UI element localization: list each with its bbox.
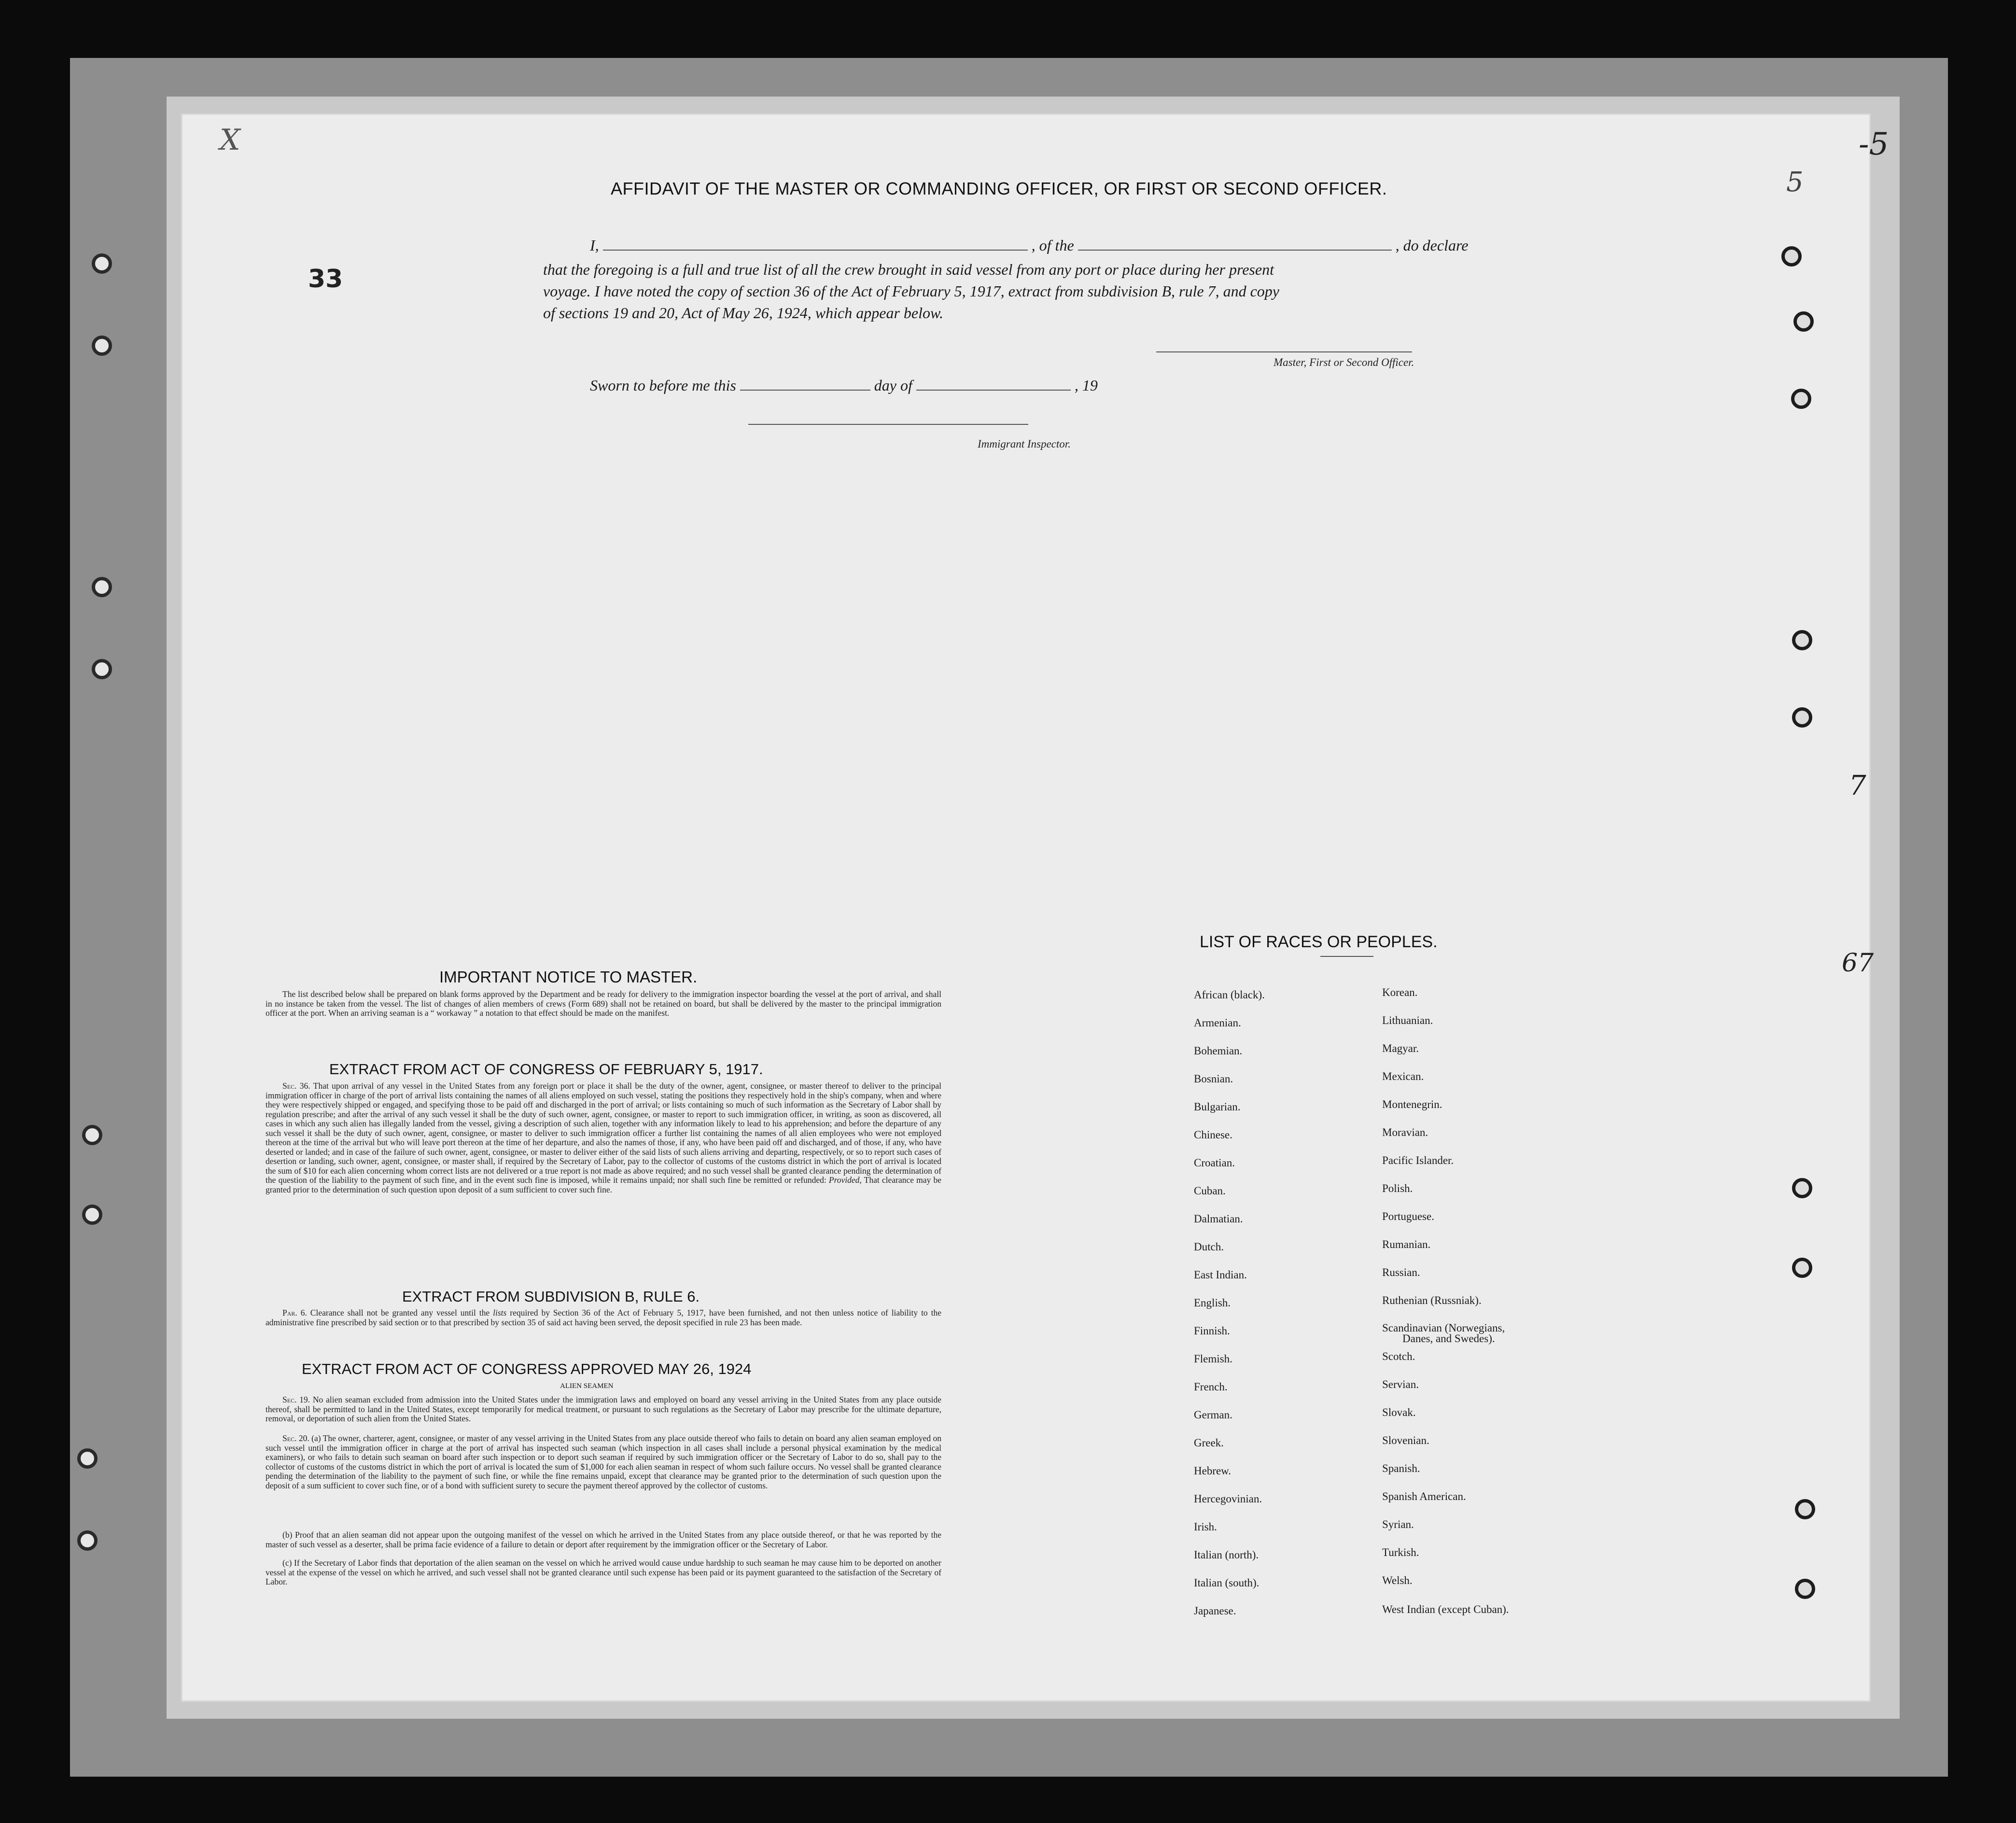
race-item: Korean. (1382, 986, 1418, 998)
race-item: Scotch. (1382, 1350, 1415, 1362)
rule-text-end: required by Section 36 of the Act of February 5, 1917, have been furnished, and not then unless notice of liability to the administrative fine prescribed by said section or to that prescribed by section 35 of said act having been served, the deposit specified in rule 23 has been made. (266, 1308, 942, 1327)
section-text: (a) The owner, charterer, agent, consignee, or master of any vessel arriving in the United States from any place outside thereof who fails to detain on board any alien seaman employed on such vessel until the immigration officer in charge at the port of arrival has inspected such seaman (which inspection in all cases shall include a personal physical examination by the medical examiners), or who fails to detain such seaman on board after such inspection or to deport such seaman if required by such immigration officer or the Secretary of Labor to do so, shall pay to the collector of customs of the customs district in which the port of arrival is located the sum of $1,000 for each alien seaman in respect of whom such failure occurs. No vessel shall be granted clearance pending the determination of the liability to the payment of such fine, or while the fine remains unpaid, except that clearance may be granted prior to the determination of such question upon the deposit of a sum sufficient to cover such fine, or of a bond with sufficient surety to secure the payment thereof approved by the collector of customs. (266, 1433, 941, 1490)
race-item: Montenegrin. (1382, 1098, 1442, 1110)
race-item: Polish. (1382, 1182, 1413, 1194)
rule-6-text (266, 1308, 941, 1327)
rule-text: Clearance shall not be granted any vessel until the (310, 1308, 493, 1318)
i-label: I, (590, 237, 599, 254)
race-item: Rumanian. (1382, 1238, 1431, 1250)
race-item: Magyar. (1382, 1042, 1419, 1054)
race-item: Mexican. (1382, 1070, 1424, 1082)
race-item: Dutch. (1194, 1241, 1224, 1253)
race-item: African (black). (1194, 989, 1265, 1001)
race-item: Chinese. (1194, 1129, 1232, 1141)
master-signature-line[interactable] (1156, 351, 1412, 352)
race-item: Moravian. (1382, 1126, 1428, 1138)
affidavit-text-line: voyage. I have noted the copy of section 36 of the Act of February 5, 1917, extract from subdivision B, rule 7, and copy (543, 282, 1279, 300)
section-label: Sec. 19. (282, 1395, 310, 1404)
sec-20b-text: (b) Proof that an alien seaman did not appear upon the outgoing manifest of the vessel on which he arrived in the United States from any place outside thereof, or that he was reported by the master of such vessel as a deserter, shall be prima facie evidence of a failure to detain or deport after requirement by the immigration officer or the Secretary of Labor. (266, 1530, 941, 1549)
notice-text: The list described below shall be prepared on blank forms approved by the Department and be ready for delivery to the immigration inspector boarding the vessel at the port of arrival, and shall in no instance be taken from the vessel. The list of changes of alien members of crews (Form 689) shall not be retained on board, but shall be delivered by the master to the principal immigration officer at the port. When an arriving seaman is a “ workaway ” a notation to that effect should be made on the manifest. (266, 989, 941, 1018)
binder-hole-icon (77, 1448, 98, 1469)
day-of-label: day of (874, 377, 912, 394)
race-item: Italian (south). (1194, 1577, 1260, 1589)
race-item: English. (1194, 1297, 1231, 1309)
margin-mark: X (220, 123, 240, 157)
race-item: Irish. (1194, 1521, 1217, 1533)
race-item: Lithuanian. (1382, 1014, 1433, 1026)
sec-20a-text (266, 1434, 941, 1490)
race-item: Bulgarian. (1194, 1101, 1241, 1113)
binder-hole-icon (1795, 1579, 1815, 1599)
rule-6-title: EXTRACT FROM SUBDIVISION B, RULE 6. (402, 1288, 700, 1305)
binder-hole-icon (92, 577, 112, 597)
binder-hole-icon (92, 253, 112, 274)
race-item: Pacific Islander. (1382, 1154, 1454, 1166)
race-item: Spanish American. (1382, 1490, 1466, 1502)
margin-number: 33 (308, 265, 343, 294)
races-title: LIST OF RACES OR PEOPLES. (1200, 933, 1438, 951)
inspector-signature-line[interactable] (748, 424, 1028, 425)
race-item: Welsh. (1382, 1574, 1413, 1586)
sworn-month-field[interactable] (916, 389, 1071, 391)
proviso-word: Provided, (828, 1175, 862, 1185)
binder-hole-icon (1791, 389, 1811, 409)
race-item: Hebrew. (1194, 1465, 1232, 1477)
race-item: Scandinavian (Norwegians, (1382, 1322, 1505, 1334)
race-item: Hercegovinian. (1194, 1493, 1262, 1505)
race-item: Bosnian. (1194, 1073, 1233, 1085)
race-item: Russian. (1382, 1266, 1420, 1278)
name-field[interactable] (603, 249, 1028, 251)
binder-hole-icon (92, 659, 112, 679)
sworn-label: Sworn to before me this (590, 377, 736, 394)
binder-hole-icon (82, 1205, 102, 1225)
declaration-line (590, 237, 1468, 254)
binder-hole-icon (77, 1530, 98, 1551)
race-item: Slovenian. (1382, 1434, 1429, 1446)
affidavit-text-line: that the foregoing is a full and true list of all the crew brought in said vessel from any port or place during her present (543, 261, 1274, 278)
race-item: Finnish. (1194, 1325, 1230, 1337)
binder-hole-icon (1781, 246, 1802, 266)
margin-digit: 67 (1842, 949, 1874, 978)
section-text-end: That clearance may be granted prior to the determination of such question upon deposit of a sum sufficient to cover such fine. (266, 1175, 941, 1194)
master-signature-label: Master, First or Second Officer. (1274, 356, 1414, 368)
race-item: Flemish. (1194, 1353, 1232, 1365)
binder-hole-icon (1793, 311, 1814, 332)
affidavit-title: AFFIDAVIT OF THE MASTER OR COMMANDING OFFICER, OR FIRST OR SECOND OFFICER. (611, 179, 1387, 198)
race-item: Ruthenian (Russniak). (1382, 1294, 1482, 1306)
extract-1917-title: EXTRACT FROM ACT OF CONGRESS OF FEBRUARY 5, 1917. (329, 1061, 763, 1078)
binder-hole-icon (92, 336, 112, 356)
sec-19-text (266, 1395, 941, 1424)
binder-hole-icon (1792, 1258, 1812, 1278)
margin-mark: -5 (1859, 126, 1889, 162)
race-item: Bohemian. (1194, 1045, 1243, 1057)
binder-hole-icon (1792, 707, 1812, 728)
lists-word: lists (493, 1308, 507, 1318)
section-label: Sec. 36. (282, 1081, 310, 1091)
race-item: Greek. (1194, 1437, 1224, 1449)
race-item: Dalmatian. (1194, 1213, 1243, 1225)
inspector-signature-label: Immigrant Inspector. (978, 438, 1071, 450)
race-item: Slovak. (1382, 1406, 1416, 1418)
race-item: West Indian (except Cuban). (1382, 1603, 1509, 1615)
race-item: East Indian. (1194, 1269, 1247, 1281)
race-item: French. (1194, 1381, 1228, 1393)
vessel-field[interactable] (1078, 249, 1392, 251)
extract-1917-text (266, 1081, 941, 1194)
race-item: Turkish. (1382, 1546, 1419, 1558)
race-item: Syrian. (1382, 1518, 1414, 1530)
do-declare-label: , do declare (1395, 237, 1469, 254)
title-rule (1320, 956, 1373, 957)
race-item: Croatian. (1194, 1157, 1235, 1169)
sworn-day-field[interactable] (740, 389, 870, 391)
affidavit-text-line: of sections 19 and 20, Act of May 26, 1924, which appear below. (543, 304, 943, 322)
binder-hole-icon (82, 1125, 102, 1145)
binder-hole-icon (1792, 1178, 1812, 1198)
sec-20c-text: (c) If the Secretary of Labor finds that deportation of the alien seaman on the vessel on which he arrived would cause undue hardship to such seaman he may cause him to be deported on another vessel at the expense of the vessel on which he arrived, and such vessel shall not be granted clearance until such expense has been paid or its payment guaranteed to the satisfaction of the Secretary of Labor. (266, 1558, 941, 1586)
paragraph-label: Par. 6. (282, 1308, 307, 1318)
margin-digit: 5 (1786, 167, 1804, 198)
margin-digit: 7 (1849, 770, 1866, 801)
race-item: German. (1194, 1409, 1232, 1421)
race-item: Spanish. (1382, 1462, 1420, 1474)
act-1924-title: EXTRACT FROM ACT OF CONGRESS APPROVED MAY 26, 1924 (302, 1360, 752, 1377)
act-1924-subtitle: ALIEN SEAMEN (560, 1382, 614, 1390)
binder-hole-icon (1795, 1499, 1815, 1519)
race-item: Italian (north). (1194, 1549, 1259, 1561)
race-item: Servian. (1382, 1378, 1419, 1390)
sworn-line (590, 377, 1098, 394)
race-item: Japanese. (1194, 1605, 1236, 1617)
race-item: Armenian. (1194, 1017, 1241, 1029)
notice-title: IMPORTANT NOTICE TO MASTER. (439, 968, 698, 986)
race-item: Portuguese. (1382, 1210, 1434, 1222)
race-item: Cuban. (1194, 1185, 1226, 1197)
binder-hole-icon (1792, 630, 1812, 650)
year-label: , 19 (1074, 377, 1098, 394)
section-text: That upon arrival of any vessel in the United States from any foreign port or place it shall be the duty of the owner, agent, consignee, or master thereof to deliver to the principal immigration officer in charge of the port of arrival lists containing the names of all aliens employed on such vessel, stating the positions they respectively hold in the ship's company, when and where they were respectively shipped or engaged, and specifying those to be paid off and discharged in the port of arrival; or lists containing so much of such information as the Secretary of Labor shall by regulation prescribe; and after the arrival of any such vessel it shall be the duty of such owner, agent, consignee, or master to report to such immigration officer, in writing, as soon as discovered, all cases in which any such alien has illegally landed from the vessel, giving a description of such alien, together with any information likely to lead to his apprehension; and before the departure of any such vessel it shall be the duty of such owner, agent, consignee, or master to deliver to such immigration officer a further list containing the names of all alien employees who were not employed thereon at the time of the arrival but who will leave port thereon at the time of her departure, and also the names of those, if any, who have been paid off and discharged, and of those, if any, who have deserted or landed; and in case of the failure of such owner, agent, consignee, or master to deliver either of the said lists of such aliens arriving and departing, respectively, or so to report such cases of desertion or landing, such owner, agent, consignee, or master shall, if required by the Secretary of Labor, pay to the collector of customs of the customs district in which the port of arrival is located the sum of $10 for each alien concerning whom correct lists are not delivered or a true report is not made as above required; and no such vessel shall be granted clearance pending the determination of the question of the liability to the payment of such fine, and in the event such fine is imposed, while it remains unpaid; nor shall such fine be remitted or refunded: (266, 1081, 941, 1185)
race-item: Danes, and Swedes). (1402, 1332, 1495, 1345)
section-text: No alien seaman excluded from admission into the United States under the immigration laws and employed on board any vessel arriving in the United States from any place outside thereof, shall be permitted to land in the United States, except temporarily for medical treatment, or pursuant to such regulations as the Secretary of Labor may prescribe for the ultimate departure, removal, or deportation of such alien from the United States. (266, 1395, 942, 1423)
section-label: Sec. 20. (282, 1433, 309, 1443)
of-the-label: , of the (1031, 237, 1074, 254)
